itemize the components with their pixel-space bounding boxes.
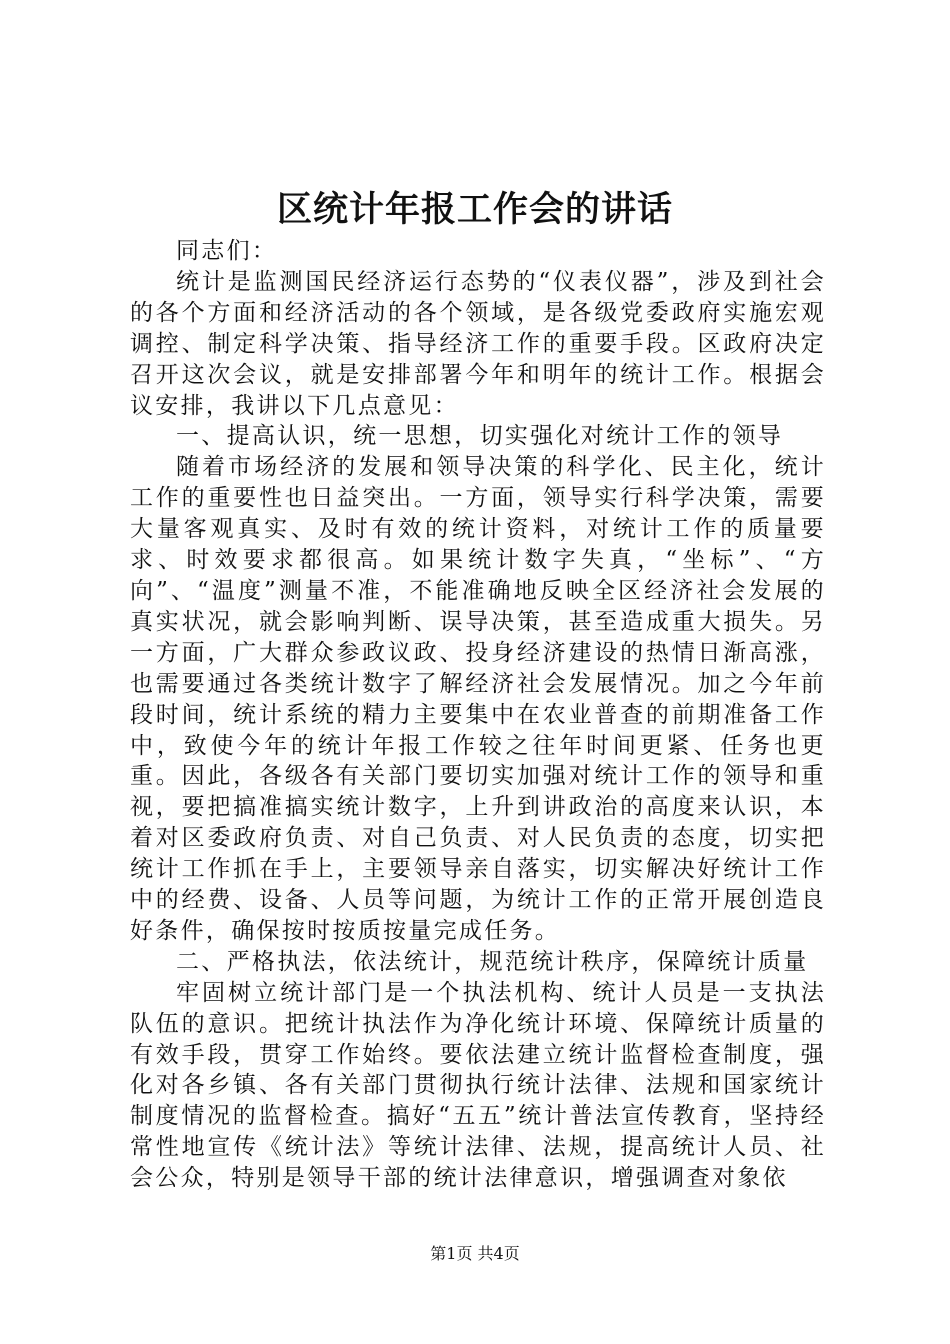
section-heading-1: 一、提高认识，统一思想，切实强化对统计工作的领导 (176, 423, 784, 450)
document-title: 区统计年报工作会的讲话 (276, 189, 673, 230)
paragraph-section-1: 随着市场经济的发展和领导决策的科学化、民主化，统计工作的重要性也日益突出。一方面，领导实行科学决策，需要大量客观真实、及时有效的统计资料，对统计工作的质量要求、时效要求都很高。如果统计数字失真，“坐标”、“方向”、“温度”测量不准，不能准确地反映全区经济社会发展的真实状况，就会影响判断、误导决策，甚至造成重大损失。另一方面，广大群众参政议政、投身经济建设的热情日渐高涨，也需要通过各类统计数字了解经济社会发展情况。加之今年前段时间，统计系统的精力主要集中在农业普查的前期准备工作中，致使今年的统计年报工作较之往年时间更紧、任务也更重。因此，各级各有关部门要切实加强对统计工作的领导和重视，要把搞准搞实统计数字，上升到讲政治的高度来认识，本着对区委政府负责、对自己负责、对人民负责的态度，切实把统计工作抓在手上，主要领导亲自落实，切实解决好统计工作中的经费、设备、人员等问题，为统计工作的正常开展创造良好条件，确保按时按质按量完成任务。 (130, 454, 826, 944)
paragraph-intro: 统计是监测国民经济运行态势的“仪表仪器”，涉及到社会的各个方面和经济活动的各个领域，是各级党委政府实施宏观调控、制定科学决策、指导经济工作的重要手段。区政府决定召开这次会议，就是安排部署今年和明年的统计工作。根据会议安排，我讲以下几点意见： (130, 268, 826, 419)
salutation: 同志们： (176, 238, 278, 264)
section-heading-2: 二、严格执法，依法统计，规范统计秩序，保障统计质量 (176, 948, 809, 975)
paragraph-section-2: 牢固树立统计部门是一个执法机构、统计人员是一支执法队伍的意识。把统计执法作为净化统计环境、保障统计质量的有效手段，贯穿工作始终。要依法建立统计监督检查制度，强化对各乡镇、各有关部门贯彻执行统计法律、法规和国家统计制度情况的监督检查。搞好“五五”统计普法宣传教育，坚持经常性地宣传《统计法》等统计法律、法规，提高统计人员、社会公众，特别是领导干部的统计法律意识，增强调查对象依 (130, 979, 826, 1192)
page-number: 第1页 共4页 (430, 1244, 520, 1263)
document-body (130, 236, 826, 1194)
